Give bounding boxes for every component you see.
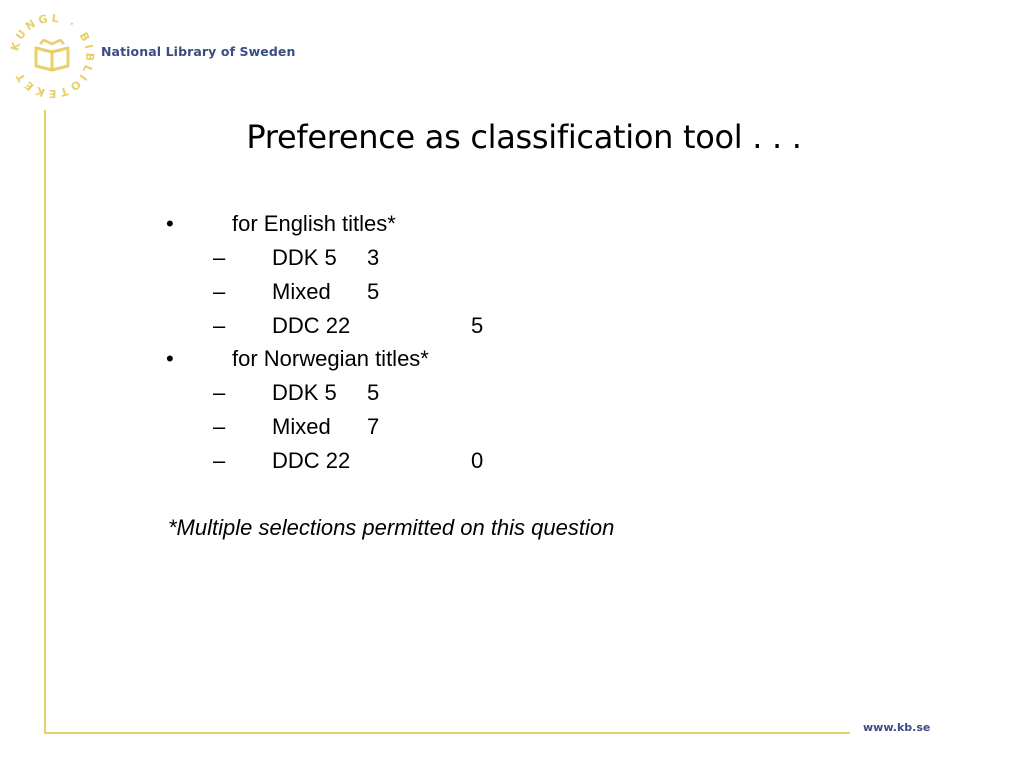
item-value: 0	[471, 448, 484, 473]
bullet-marker: •	[166, 346, 174, 371]
item-value: 3	[367, 245, 380, 270]
logo-ring-text: KUNGL · BIBLIOTEKET	[8, 11, 97, 101]
website-link[interactable]: www.kb.se	[863, 721, 931, 734]
organization-name: National Library of Sweden	[101, 44, 296, 59]
bullet-label: for English titles*	[232, 211, 396, 236]
item-value: 5	[367, 279, 380, 304]
item-value: 5	[471, 313, 484, 338]
item-value: 7	[367, 414, 380, 439]
item-label: Mixed	[272, 414, 331, 439]
bullet-marker: •	[166, 211, 174, 236]
bullet-label: for Norwegian titles*	[232, 346, 429, 371]
item-label: DDK 5	[272, 380, 337, 405]
dash-marker: –	[213, 245, 226, 270]
item-label: DDC 22	[272, 313, 351, 338]
item-label: DDK 5	[272, 245, 337, 270]
item-label: DDC 22	[272, 448, 351, 473]
item-value: 5	[367, 380, 380, 405]
slide-title: Preference as classification tool . . .	[246, 118, 802, 156]
footnote: *Multiple selections permitted on this question	[168, 515, 615, 540]
dash-marker: –	[213, 380, 226, 405]
dash-marker: –	[213, 414, 226, 439]
dash-marker: –	[213, 448, 226, 473]
dash-marker: –	[213, 313, 226, 338]
dash-marker: –	[213, 279, 226, 304]
item-label: Mixed	[272, 279, 331, 304]
